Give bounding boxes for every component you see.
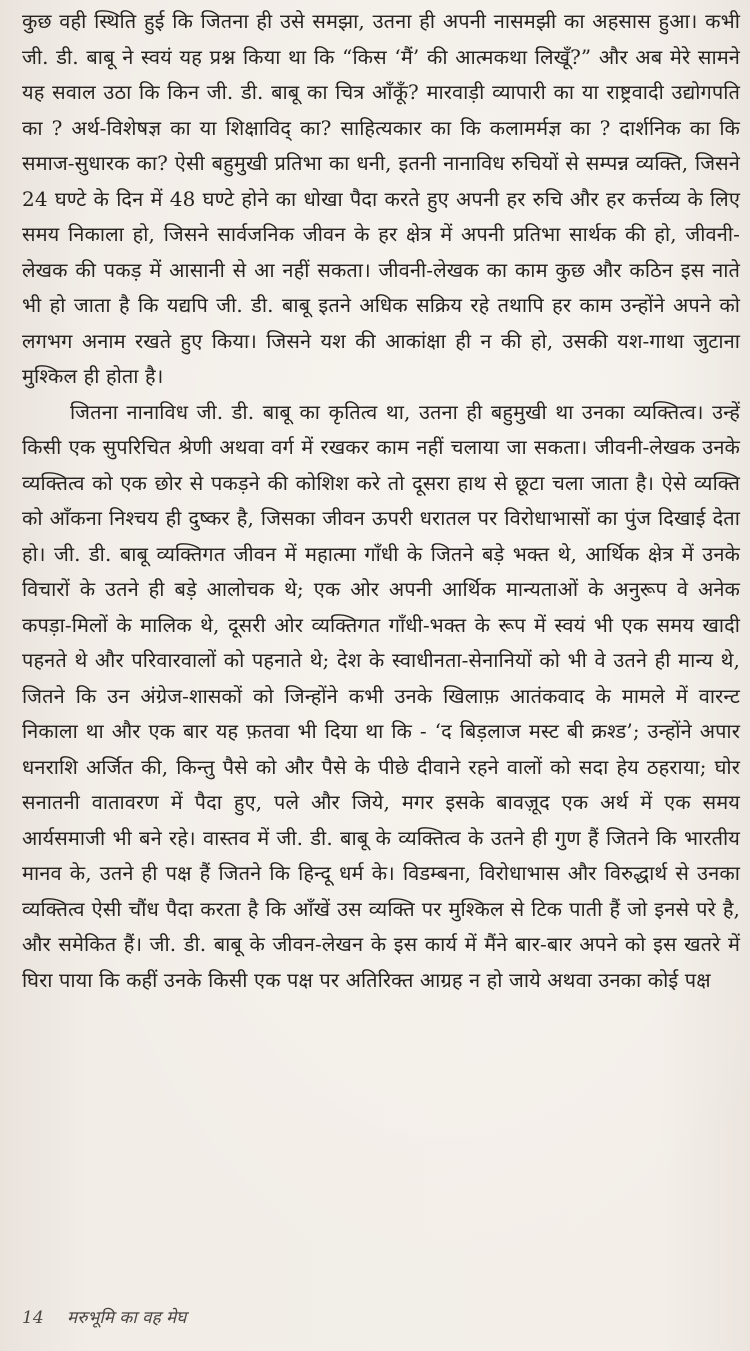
paragraph-2: जितना नानाविध जी. डी. बाबू का कृतित्व था, उतना ही बहुमुखी था उनका व्यक्तित्व। उन्हें किसी एक सुपरिचित श्रेणी अथवा वर्ग में रखकर काम नहीं चलाया जा सकता। जीवनी-लेखक उनके व्यक्तित्व को एक छोर से पकड़ने की कोशिश करे तो दूसरा हाथ से छूटा चला जाता है। ऐसे व्यक्ति को आँकना निश्चय ही दुष्कर है, जिसका जीवन ऊपरी धरातल पर विरोधाभासों का पुंज दिखाई देता हो। जी. डी. बाबू व्यक्तिगत जीवन में महात्मा गाँधी के जितने बड़े भक्त थे, आर्थिक क्षेत्र में उनके विचारों के उतने ही बड़े आलोचक थे; एक ओर अपनी आर्थिक मान्यताओं के अनुरूप वे अनेक कपड़ा-मिलों के मालिक थे, दूसरी ओर व्यक्तिगत गाँधी-भक्त के रूप में स्वयं भी एक समय खादी पहनते थे और परिवारवालों को पहनाते थे; देश के स्वाधीनता-सेनानियों को भी वे उतने ही मान्य थे, जितने कि उन अंग्रेज-शासकों को जिन्होंने कभी उनके खिलाफ़ आतंकवाद के मामले में वारन्ट निकाला था और एक बार यह फ़तवा भी दिया था कि - ‘द बिड़लाज मस्ट बी क्रश्ड’; उन्होंने अपार धनराशि अर्जित की, किन्तु पैसे को और पैसे के पीछे दीवाने रहने वालों को सदा हेय ठहराया; घोर सनातनी वातावरण में पैदा हुए, पले और जिये, मगर इसके बावज़ूद एक अर्थ में एक समय आर्यसमाजी भी बने रहे। वास्तव में जी. डी. बाबू के व्यक्तित्व के उतने ही गुण हैं जितने कि भारतीय मानव के, उतने ही पक्ष हैं जितने कि हिन्दू धर्म के। विडम्बना, विरोधाभास और विरुद्धार्थ से उनका व्यक्तित्व ऐसी चौंध पैदा करता है कि आँखें उस व्यक्ति पर मुश्किल से टिक पाती हैं जो इनसे परे है, और समेकित हैं। जी. डी. बाबू के जीवन-लेखन के इस कार्य में मैंने बार-बार अपने को इस खतरे में घिरा पाया कि कहीं उनके किसी एक पक्ष पर अतिरिक्त आग्रह न हो जाये अथवा उनका कोई पक्ष: [22, 399, 740, 992]
paragraph-1: कुछ वही स्थिति हुई कि जितना ही उसे समझा, उतना ही अपनी नासमझी का अहसास हुआ। कभी जी. डी. बाबू ने स्वयं यह प्रश्न किया था कि “किस ‘मैं’ की आत्मकथा लिखूँ?” और अब मेरे सामने यह सवाल उठा कि किन जी. डी. बाबू का चित्र आँकूँ? मारवाड़ी व्यापारी का या राष्ट्रवादी उद्योगपति का ? अर्थ-विशेषज्ञ का या शिक्षाविद् का? साहित्यकार का कि कलामर्मज्ञ का ? दार्शनिक का कि समाज-सुधारक का? ऐसी बहुमुखी प्रतिभा का धनी, इतनी नानाविध रुचियों से सम्पन्न व्यक्ति, जिसने 24 घण्टे के दिन में 48 घण्टे होने का धोखा पैदा करते हुए अपनी हर रुचि और हर कर्त्तव्य के लिए समय निकाला हो, जिसने सार्वजनिक जीवन के हर क्षेत्र में अपनी प्रतिभा सार्थक की हो, जीवनी-लेखक की पकड़ में आसानी से आ नहीं सकता। जीवनी-लेखक का काम कुछ और कठिन इस नाते भी हो जाता है कि यद्यपि जी. डी. बाबू इतने अधिक सक्रिय रहे तथापि हर काम उन्होंने अपने को लगभग अनाम रखते हुए किया। जिसने यश की आकांक्षा ही न की हो, उसकी यश-गाथा जुटाना मुश्किल ही होता है।: [22, 9, 740, 388]
page-footer: [22, 1305, 186, 1328]
running-title: मरुभूमि का वह मेघ: [67, 1308, 187, 1328]
page-number: 14: [22, 1308, 44, 1328]
